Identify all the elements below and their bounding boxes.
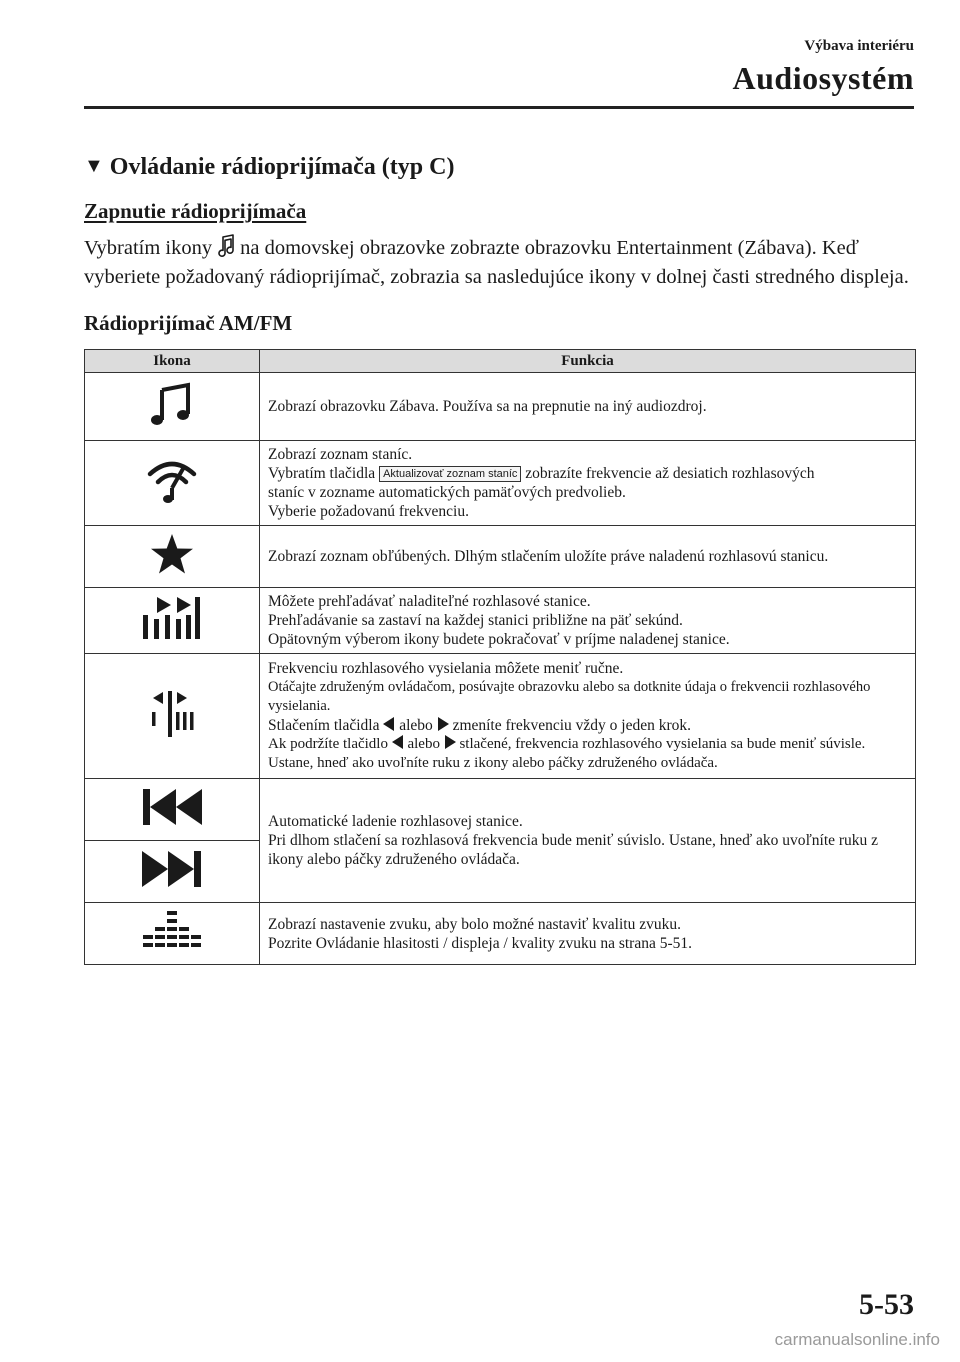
table-header-row xyxy=(85,350,916,373)
intro-before-icon: Vybratím ikony xyxy=(84,237,213,259)
row-text-line: Zobrazí zoznam staníc. xyxy=(268,446,413,463)
row-text-line: Otáčajte združeným ovládačom, posúvajte obrazovku alebo sa dotknite údaja o frekvencii rozhlasového vysielania. xyxy=(268,679,871,714)
triangle-down-icon: ▼ xyxy=(84,155,104,177)
row-text-line: zobrazíte frekvencie až desiatich rozhlasových xyxy=(525,465,815,482)
row-text-line: Automatické ladenie rozhlasovej stanice. xyxy=(268,813,523,830)
row-text-line: Vybratím tlačidla xyxy=(268,465,376,482)
intro-after-icon: na domovskej obrazovke zobrazte obrazovku Entertainment (Zábava). Keď vyberiete požadovaný rádioprijímač, zobrazia sa nasledujúce ikony v dolnej časti stredného displeja. xyxy=(84,237,909,288)
section-heading xyxy=(84,154,454,181)
alebo-text: alebo xyxy=(399,717,433,734)
row-text-line: Frekvenciu rozhlasového vysielania môžete meniť ručne. xyxy=(268,660,624,677)
intro-paragraph xyxy=(84,234,924,292)
table-row xyxy=(85,441,916,526)
row-text-line: Stlačením tlačidla xyxy=(268,717,380,734)
row-text-line: Pozrite Ovládanie hlasitosti / displeja / kvality zvuku na strana 5-51. xyxy=(268,934,693,952)
manual-tune-icon xyxy=(150,690,194,738)
section-heading-text: Ovládanie rádioprijímača (typ C) xyxy=(109,154,455,180)
alebo-text: alebo xyxy=(407,736,440,752)
row-text-line: Zobrazí nastavenie zvuku, aby bolo možné nastaviť kvalitu zvuku. xyxy=(268,915,681,933)
scan-icon xyxy=(141,595,203,641)
triangle-left-icon[interactable] xyxy=(383,717,395,731)
table-row xyxy=(85,654,916,779)
music-note-icon-inline xyxy=(216,234,236,258)
function-table xyxy=(84,349,916,965)
row-text-line: Opätovným výberom ikony budete pokračovať v príjme naladenej stanice. xyxy=(268,631,730,648)
update-station-list-button[interactable]: Aktualizovať zoznam staníc xyxy=(379,466,521,482)
skip-back-icon xyxy=(140,787,204,827)
table-label: Rádioprijímač AM/FM xyxy=(84,311,293,335)
col-icon-header: Ikona xyxy=(85,350,260,373)
table-row xyxy=(85,588,916,654)
col-function-header: Funkcia xyxy=(260,350,916,373)
row-text-line: Môžete prehľadávať naladiteľné rozhlasové stanice. xyxy=(268,593,591,610)
sound-settings-icon xyxy=(143,909,201,953)
skip-forward-icon xyxy=(140,849,204,889)
star-icon xyxy=(150,533,194,575)
watermark: carmanualsonline.info xyxy=(774,1330,940,1349)
header-section: Výbava interiéru xyxy=(804,38,914,54)
header-rule xyxy=(84,106,914,109)
row-text: Zobrazí obrazovku Zábava. Používa sa na prepnutie na iný audiozdroj. xyxy=(260,373,916,441)
row-text-line: Vyberie požadovanú frekvenciu. xyxy=(268,503,469,520)
row-text: Zobrazí zoznam obľúbených. Dlhým stlačením uložíte práve naladenú rozhlasovú stanicu. xyxy=(260,526,916,588)
triangle-right-icon[interactable] xyxy=(444,735,456,749)
header-chapter: Audiosystém xyxy=(732,60,914,96)
table-row xyxy=(85,373,916,441)
row-text-line: Ak podržíte tlačidlo xyxy=(268,736,388,752)
table-row xyxy=(85,779,916,841)
table-row xyxy=(85,903,916,965)
triangle-right-icon[interactable] xyxy=(437,717,449,731)
table-row xyxy=(85,526,916,588)
page-number: 5-53 xyxy=(859,1288,914,1321)
row-text-line: staníc v zozname automatických pamäťových predvolieb. xyxy=(268,484,626,501)
row-text-line: stlačené, frekvencia rozhlasového vysielania sa bude meniť súvisle. Ustane, hneď ako uvoľníte ruku z ikony alebo páčky združeného ovládača. xyxy=(268,736,866,771)
station-list-icon xyxy=(146,458,198,504)
triangle-left-icon[interactable] xyxy=(392,735,404,749)
row-text-line: Prehľadávanie sa zastaví na každej stanici približne na päť sekúnd. xyxy=(268,612,683,629)
subheading: Zapnutie rádioprijímača xyxy=(84,199,307,223)
music-note-icon xyxy=(148,380,196,428)
row-text-line: Pri dlhom stlačení sa rozhlasová frekvencia bude meniť súvislo. Ustane, hneď ako uvoľníte ruku z ikony alebo páčky združeného ovládača. xyxy=(268,832,879,868)
row-text-line: zmeníte frekvenciu vždy o jeden krok. xyxy=(452,717,691,734)
